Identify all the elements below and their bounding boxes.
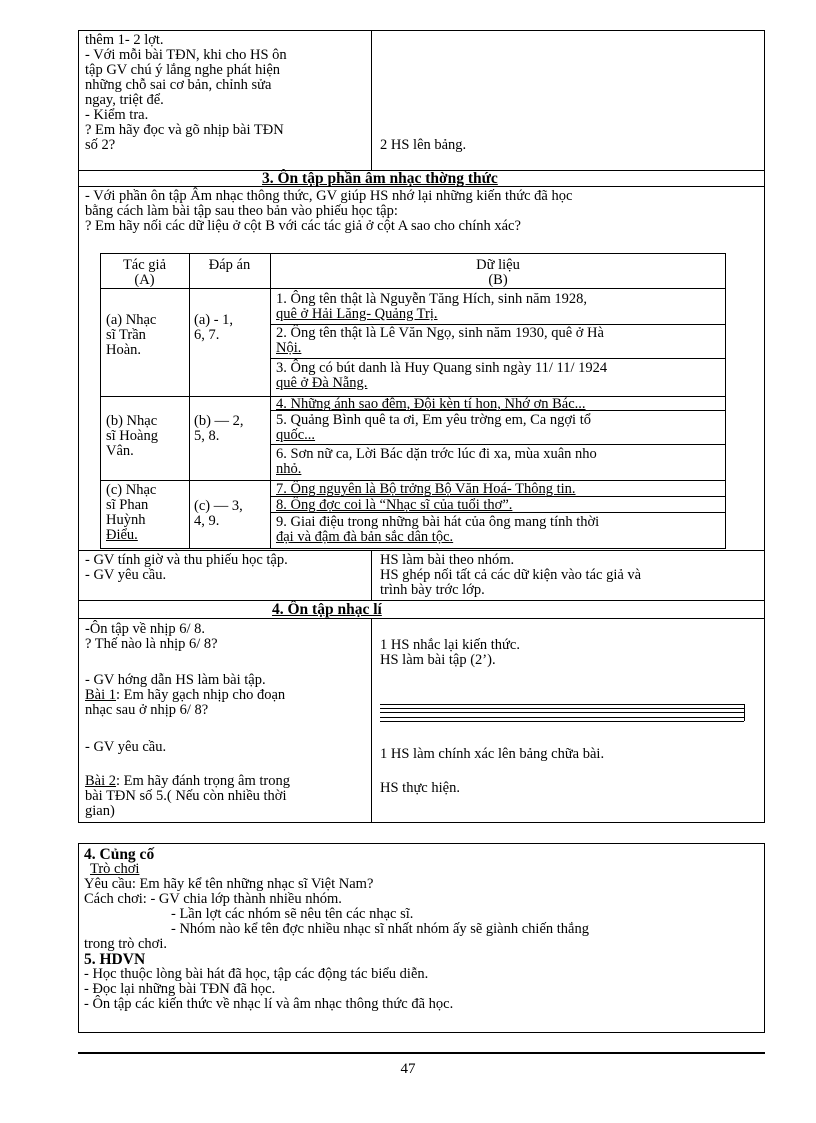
data-cell: 5. Quảng Bình quê ta ơi, Em yêu trờng em, Ca ngợi tổ quốc... [276, 412, 591, 443]
author-cell: (b) Nhạc sĩ Hoàng Vân. [106, 413, 158, 459]
hs-cell: HS làm bài theo nhóm. HS ghép nối tất cả các dữ kiện vào tác giả và trình bày trớc lớp. [380, 552, 642, 598]
data-cell: 2. Ông tên thật là Lê Văn Ngọ, sinh năm 1930, quê ở Hà Nội. [276, 325, 604, 356]
bai2-label: Bài 2 [85, 773, 117, 789]
section4-title: 4. Ôn tập nhạc lí [272, 601, 382, 618]
footer-rule [78, 1052, 765, 1054]
data-cell: 4. Những ánh sao đêm, Đội kèn tí hon, Nhớ ơn Bác... [276, 396, 586, 412]
column-divider [371, 618, 372, 823]
text-line: thêm 1- 2 lợt. [85, 32, 164, 48]
page-number: 47 [400, 1061, 416, 1077]
column-divider [189, 253, 190, 549]
text-line: ngay, triệt để. [85, 92, 164, 108]
section4-left: Bài 2: Em hãy đánh trọng âm trong bài TĐN số 5.( Nếu còn nhiều thời gian) [85, 773, 290, 819]
divider [78, 618, 765, 619]
section4-left: - GV yêu cầu. [85, 739, 167, 755]
section3-title: 3. Ôn tập phần âm nhạc thờng thức [262, 170, 498, 187]
text-line: bằng cách làm bài tập sau theo bản vào phiếu học tập: [85, 203, 398, 219]
divider [270, 358, 726, 359]
section3-intro [85, 189, 572, 234]
top-right-cell: 2 HS lên bảng. [380, 137, 467, 153]
text-line: - Kiểm tra. [85, 107, 149, 123]
bai1-label: Bài 1 [85, 687, 117, 703]
divider [270, 444, 726, 445]
text-line: tập GV chú ý lắng nghe phát hiện [85, 62, 281, 78]
divider [78, 550, 765, 551]
heading-hdvn: 5. HDVN [84, 951, 146, 968]
divider [78, 600, 765, 601]
data-cell: 1. Ông tên thật là Nguyễn Tăng Hích, sinh năm 1928, quê ở Hải Lăng- Quảng Trị. [276, 291, 588, 322]
header-author: Tác giả (A) [122, 257, 167, 288]
data-cell: 3. Ông có bút danh là Huy Quang sinh ngày 11/ 11/ 1924 quê ở Đà Nẵng. [276, 360, 608, 391]
gv-cell: - GV tính giờ và thu phiếu học tập. - GV yêu cầu. [85, 552, 288, 583]
game-title: Trò chơi [90, 861, 140, 877]
author-cell: (c) Nhạc sĩ Phan Huỳnh Điểu. [106, 482, 157, 543]
section4-right: HS thực hiện. [380, 780, 460, 796]
header-answer: Đáp án [208, 257, 251, 273]
data-cell: 6. Sơn nữ ca, Lời Bác dặn trớc lúc đi xa, mùa xuân nho nhỏ. [276, 446, 597, 477]
text-line: ? Em hãy nối các dữ liệu ở cột B với các tác giả ở cột A sao cho chính xác? [85, 218, 521, 234]
author-cell: (a) Nhạc sĩ Trần Hoàn. [106, 312, 157, 358]
section4-right: 1 HS làm chính xác lên bảng chữa bài. [380, 746, 605, 762]
text-line: - Với mỗi bài TĐN, khi cho HS ôn [85, 47, 287, 63]
data-cell: 7. Ông nguyên là Bộ trởng Bộ Văn Hoá- Thông tin. [276, 481, 576, 497]
column-divider [270, 253, 271, 549]
top-left-cell [85, 33, 287, 153]
text-line: những chỗ sai cơ bản, chỉnh sửa [85, 77, 272, 93]
text-line: số 2? [85, 137, 116, 153]
text-line: ? Em hãy đọc và gõ nhịp bài TĐN [85, 122, 284, 138]
heading-cung-co: 4. Củng cố [84, 846, 155, 863]
data-cell: 9. Giai điệu trong những bài hát của ông mang tính thời đại và đậm đà bản sắc dân tộc. [276, 514, 600, 545]
divider [100, 288, 726, 289]
section4-left: - GV hớng dẫn HS làm bài tập. Bài 1: Em hãy gạch nhịp cho đoạn nhạc sau ở nhịp 6/ 8? [85, 672, 286, 718]
column-divider [371, 30, 372, 170]
answer-cell: (c) — 3, 4, 9. [194, 498, 243, 529]
answer-cell: (a) - 1, 6, 7. [194, 312, 234, 343]
summary-content: 4. Củng cố Trò chơi Yêu cầu: Em hãy kể tên những nhạc sĩ Việt Nam? Cách chơi: - GV chia lớp thành nhiều nhóm. - Lần lợt các nhóm sẽ nêu tên các nhạc sĩ. - Nhóm nào kể tên đợc nhiều nhạc sĩ nhất nhóm ấy sẽ giành chiến thắng trong trò chơi. 5. HDVN - Học thuộc lòng bài hát đã học, tập các động tác biểu diễn. - Đọc lại những bài TĐN đã học. - Ôn tập các kiến thức về nhạc lí và âm nhạc thông thức đã học. [84, 846, 589, 1012]
text-line: - Với phần ôn tập Âm nhạc thông thức, GV giúp HS nhớ lại những kiến thức đã học [85, 188, 573, 204]
answer-cell: (b) — 2, 5, 8. [194, 413, 244, 444]
section4-left: -Ôn tập về nhịp 6/ 8. ? Thế nào là nhịp 6/ 8? [85, 621, 218, 652]
column-divider [371, 550, 372, 600]
header-data: Dữ liệu (B) [476, 257, 520, 288]
data-cell: 8. Ông đợc coi là “Nhạc sĩ của tuổi thơ”. [276, 497, 513, 513]
section4-right: 1 HS nhắc lại kiến thức. HS làm bài tập (2’). [380, 637, 520, 668]
